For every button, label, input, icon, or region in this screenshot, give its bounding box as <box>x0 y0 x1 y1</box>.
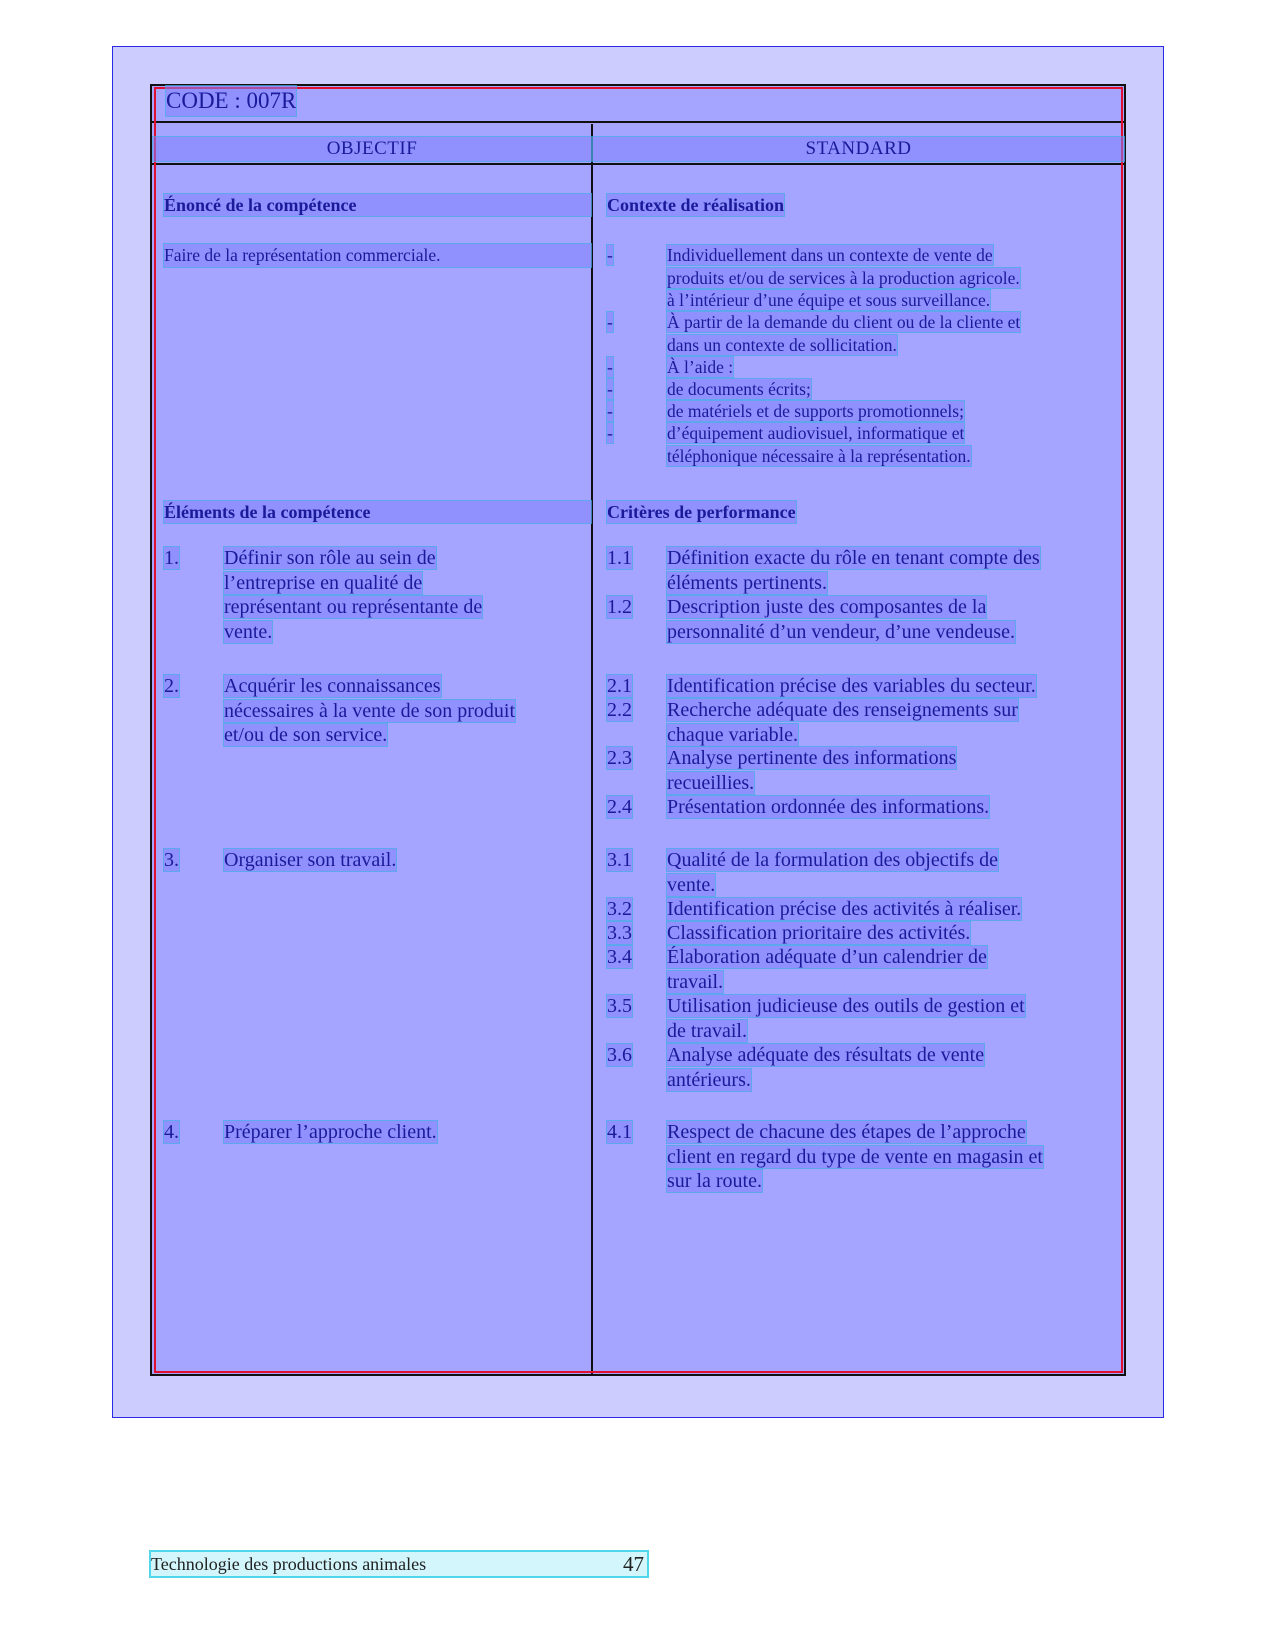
contexte-item <box>607 422 1107 467</box>
element-text: Préparer l’approche client. <box>224 1121 437 1143</box>
contexte-text: de documents écrits; <box>667 379 811 399</box>
critere-text: Analyse adéquate des résultats de vente antérieurs. <box>667 1044 985 1091</box>
element-number: 3. <box>164 849 179 871</box>
enonce-text: Faire de la représentation commerciale. <box>164 244 591 267</box>
criteres-heading: Critères de performance <box>607 502 796 522</box>
contexte-text: de matériels et de supports promotionnels; <box>667 401 964 421</box>
bullet-marker: - <box>607 245 613 265</box>
critere-item <box>607 546 1117 595</box>
critere-number: 3.4 <box>607 946 632 968</box>
critere-text: Définition exacte du rôle en tenant compte des éléments pertinents. <box>667 547 1040 594</box>
critere-item <box>607 897 1117 922</box>
critere-number: 2.1 <box>607 675 632 697</box>
page-footer <box>151 1552 647 1576</box>
critere-text: Identification précise des activités à réaliser. <box>667 898 1022 920</box>
element-item <box>164 674 591 748</box>
critere-item <box>607 1120 1117 1194</box>
bullet-marker: - <box>607 312 613 332</box>
critere-number: 3.5 <box>607 995 632 1017</box>
critere-number: 3.1 <box>607 849 632 871</box>
contexte-text: À l’aide : <box>667 357 734 377</box>
critere-text: Analyse pertinente des informations recueillies. <box>667 747 957 794</box>
contexte-item <box>607 400 1107 423</box>
header-divider <box>152 121 1124 123</box>
element-item <box>164 1120 591 1145</box>
critere-number: 3.2 <box>607 898 632 920</box>
critere-text: Description juste des composantes de la personnalité d’un vendeur, d’une vendeuse. <box>667 596 1015 643</box>
contexte-item <box>607 311 1107 356</box>
critere-item <box>607 698 1117 747</box>
critere-text: Respect de chacune des étapes de l’approche client en regard du type de vente en magasin et sur la route. <box>667 1121 1043 1192</box>
critere-text: Qualité de la formulation des objectifs de vente. <box>667 849 999 896</box>
critere-number: 1.2 <box>607 596 632 618</box>
critere-text: Identification précise des variables du secteur. <box>667 675 1036 697</box>
footer-title: Technologie des productions animales <box>151 1554 427 1574</box>
element-text: Acquérir les connaissances nécessaires à la vente de son produit et/ou de son service. <box>224 675 516 746</box>
critere-item <box>607 945 1117 994</box>
contexte-text: Individuellement dans un contexte de vente de produits et/ou de services à la production agricole. à l’intérieur d’une équipe et sous surveillance. <box>667 245 1020 310</box>
contexte-heading: Contexte de réalisation <box>607 195 784 215</box>
critere-item <box>607 994 1117 1043</box>
element-number: 2. <box>164 675 179 697</box>
element-item <box>164 848 591 873</box>
bullet-marker: - <box>607 357 613 377</box>
critere-text: Classification prioritaire des activités. <box>667 922 971 944</box>
critere-text: Élaboration adéquate d’un calendrier de travail. <box>667 946 987 993</box>
elements-heading: Éléments de la compétence <box>164 501 591 523</box>
contexte-text: d’équipement audiovisuel, informatique et téléphonique nécessaire à la représentation. <box>667 423 971 466</box>
critere-item <box>607 848 1117 897</box>
element-text: Organiser son travail. <box>224 849 397 871</box>
contexte-text: À partir de la demande du client ou de la cliente et dans un contexte de sollicitation. <box>667 312 1021 355</box>
critere-text: Présentation ordonnée des informations. <box>667 796 990 818</box>
bullet-marker: - <box>607 423 613 443</box>
critere-text: Utilisation judicieuse des outils de gestion et de travail. <box>667 995 1025 1042</box>
contexte-item <box>607 378 1107 401</box>
standard-column-header: STANDARD <box>593 137 1124 161</box>
critere-item <box>607 674 1117 699</box>
element-text: Définir son rôle au sein de l’entreprise en qualité de représentant ou représentante de vente. <box>224 547 483 643</box>
bullet-marker: - <box>607 379 613 399</box>
column-header-divider <box>152 163 1124 165</box>
critere-item <box>607 1043 1117 1092</box>
critere-number: 2.2 <box>607 699 632 721</box>
critere-number: 2.4 <box>607 796 632 818</box>
contexte-item <box>607 356 1107 379</box>
critere-number: 1.1 <box>607 547 632 569</box>
critere-number: 4.1 <box>607 1121 632 1143</box>
column-divider <box>591 124 593 1376</box>
bullet-marker: - <box>607 401 613 421</box>
element-number: 4. <box>164 1121 179 1143</box>
critere-item <box>607 595 1117 644</box>
element-item <box>164 546 591 644</box>
page-number: 47 <box>623 1552 644 1576</box>
code-label: CODE : 007R <box>166 86 296 116</box>
critere-item <box>607 921 1117 946</box>
critere-number: 3.3 <box>607 922 632 944</box>
element-number: 1. <box>164 547 179 569</box>
objective-column-header: OBJECTIF <box>153 137 591 161</box>
contexte-item <box>607 244 1107 312</box>
critere-item <box>607 795 1117 820</box>
critere-number: 3.6 <box>607 1044 632 1066</box>
enonce-heading: Énoncé de la compétence <box>164 194 591 216</box>
critere-text: Recherche adéquate des renseignements sur chaque variable. <box>667 699 1018 746</box>
critere-number: 2.3 <box>607 747 632 769</box>
critere-item <box>607 746 1117 795</box>
